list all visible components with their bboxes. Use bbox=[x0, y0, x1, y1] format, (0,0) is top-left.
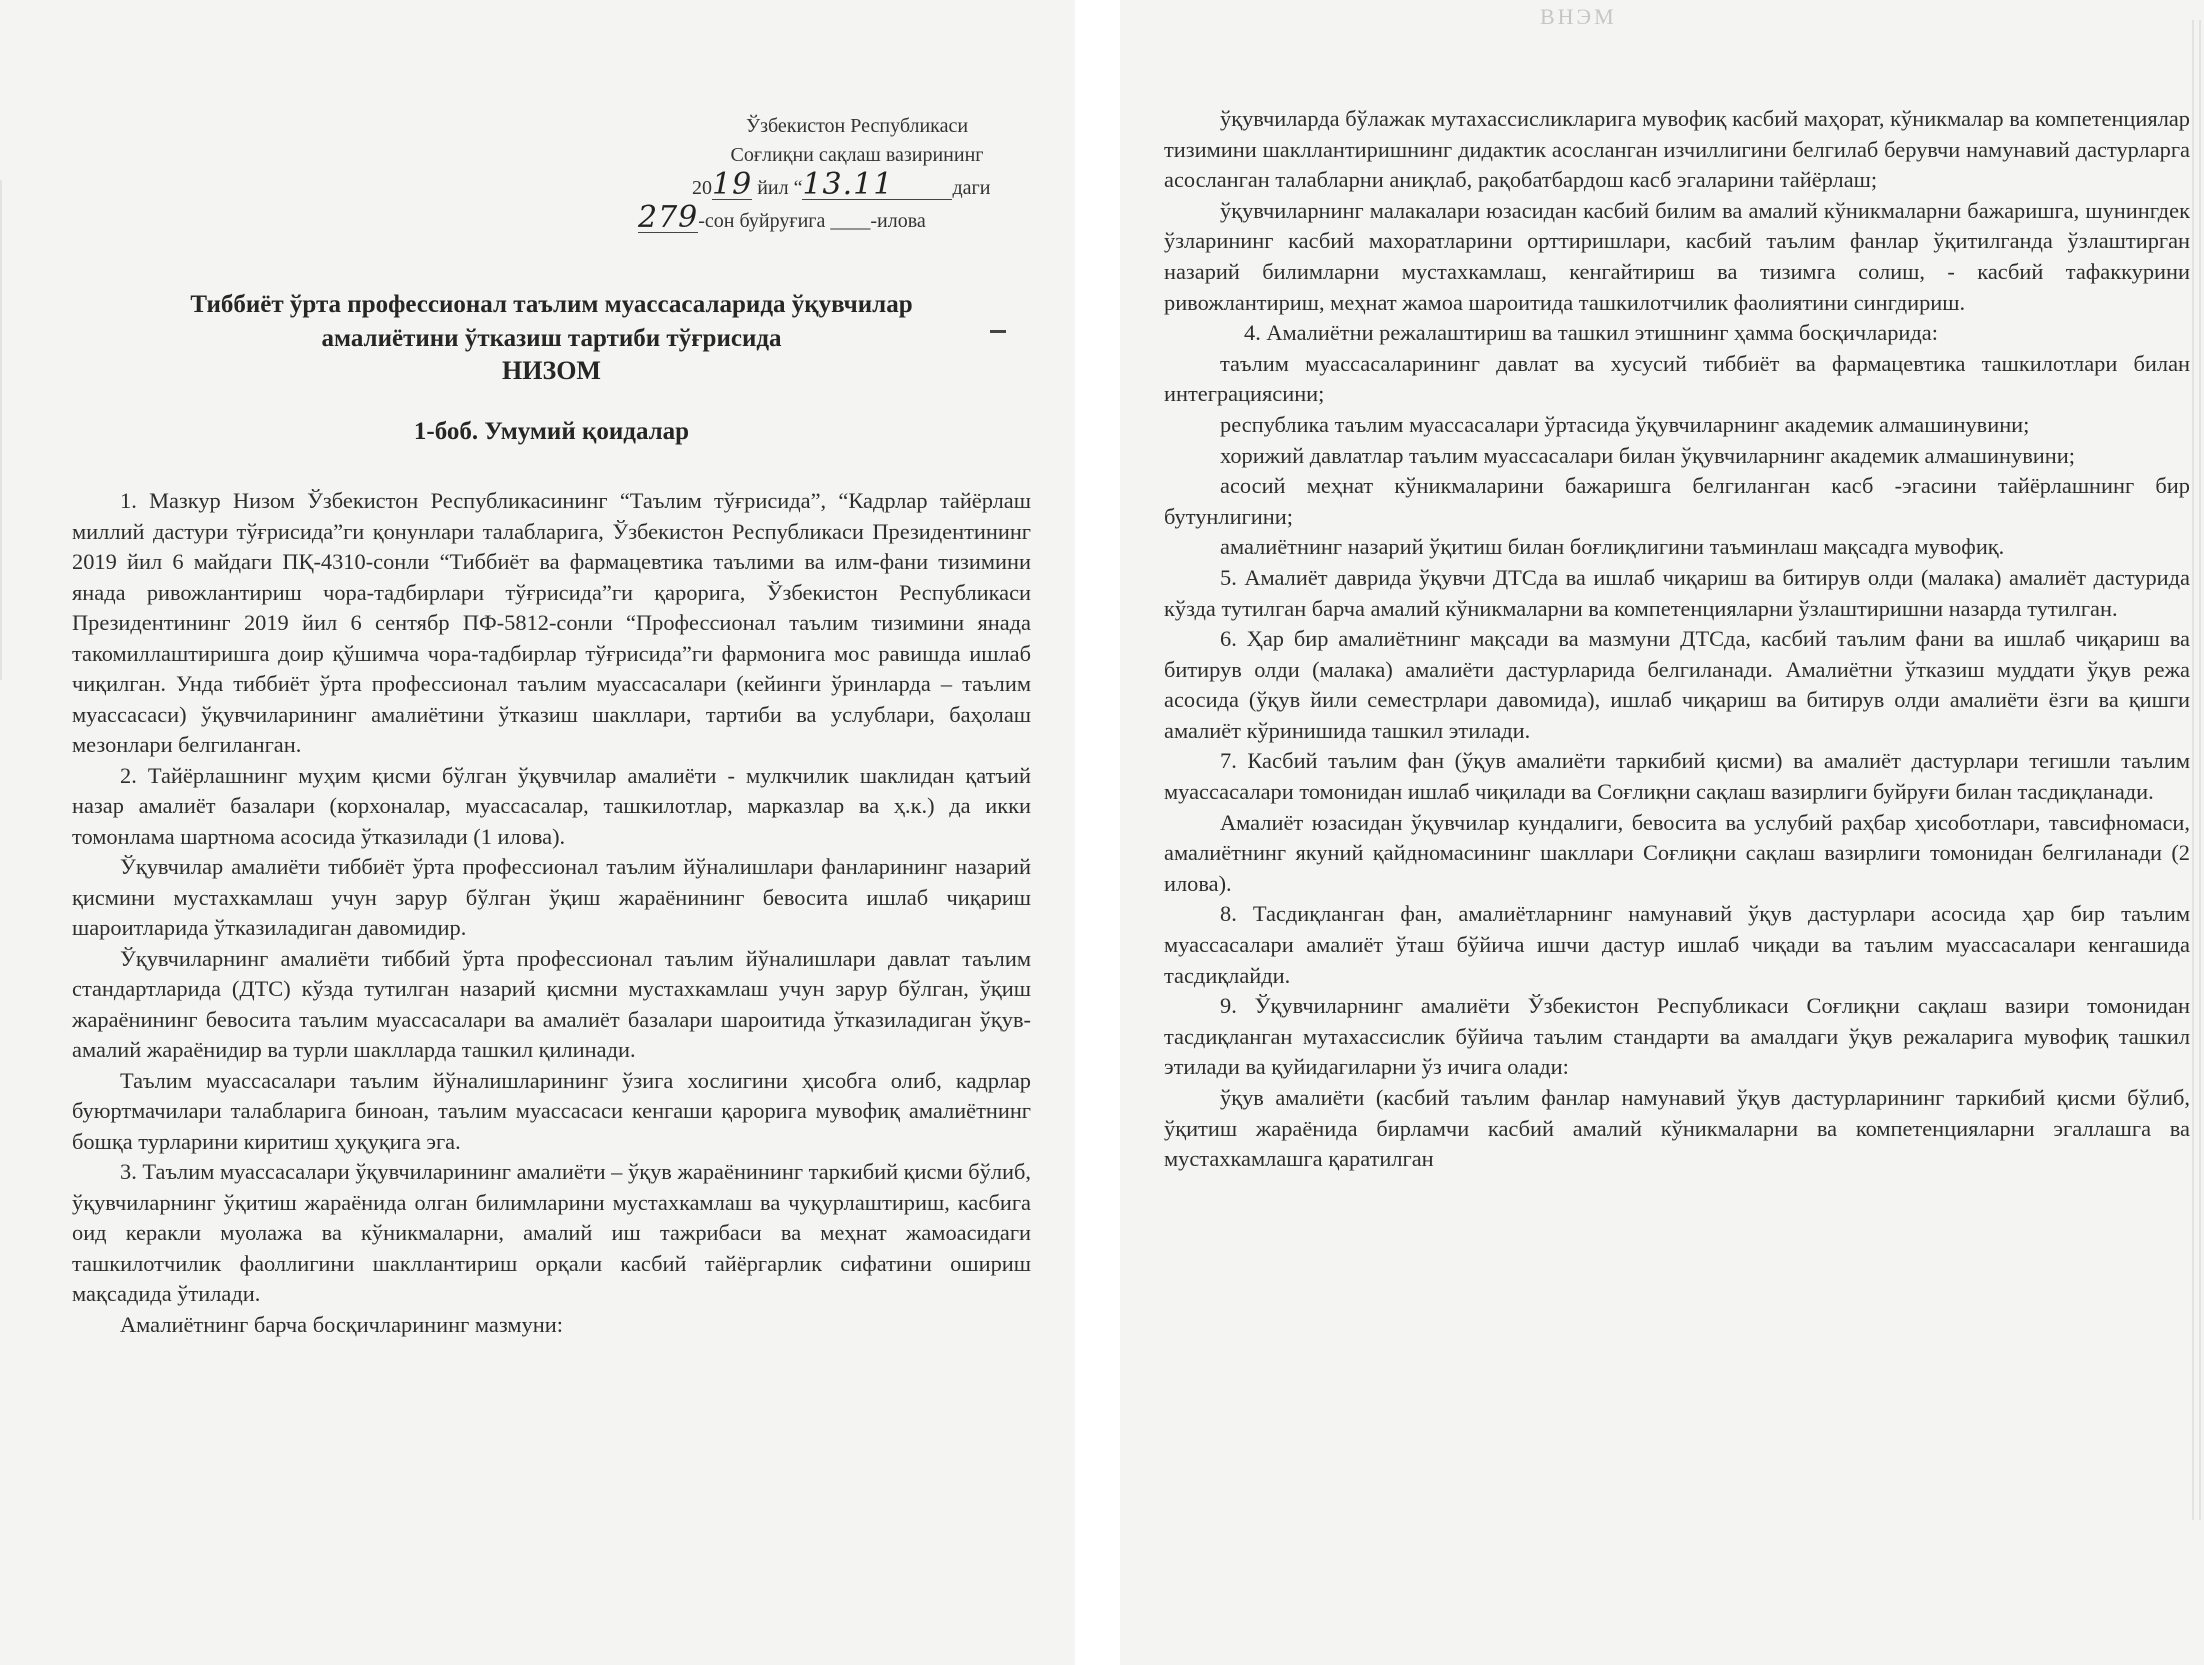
scan-shadow-right bbox=[2192, 20, 2204, 1520]
dash-mark bbox=[990, 330, 1006, 333]
paragraph: таълим муассасаларининг давлат ва хусусий тиббиёт ва фармацевтика ташкилотлари билан интеграциясини; bbox=[1164, 350, 2190, 407]
paragraph: Амалиёт юзасидан ўқувчилар кундалиги, бевосита ва услубий раҳбар ҳисоботлари, тавсифномаси, амалиётнинг якуний қайдномасининг шакллари Соғлиқни сақлаш вазирлиги томонидан белгиланади (2 илова). bbox=[1164, 809, 2190, 896]
handwritten-year: 19 bbox=[712, 167, 753, 202]
paragraph: амалиётнинг назарий ўқитиш билан боғлиқлигини таъминлаш мақсадга мувофиқ. bbox=[1220, 534, 2005, 560]
right-body bbox=[1164, 104, 2190, 1175]
paragraph: 9. Ўқувчиларнинг амалиёти Ўзбекистон Республикаси Соғлиқни сақлаш вазири томонидан тасдиқланган мутахассислик бўйича таълим стандарти ва амалдаги ўқув режаларига мувофиқ ташкил этилади ва қуйидагиларни ўз ичига олади: bbox=[1164, 993, 2190, 1080]
paragraph: Амалиётнинг барча босқичларининг мазмуни: bbox=[120, 1311, 563, 1337]
paragraph: 3. Таълим муассасалари ўқувчиларининг амалиёти – ўқув жараёнининг таркибий қисми бўлиб, ўқувчиларнинг ўқитиш жараёнида олган билимларини мустахкамлаш ва чуқурлаштириш, касбига оид керакли муолажа ва кўникмаларни, амалий иш тажрибаси ва меҳнат жамоасидаги ташкилотчилик фаоллигини шакллантириш орқали касбий тайёргарлик сифатини ошириш мақсадида ўтилади. bbox=[72, 1159, 1031, 1306]
paragraph: асосий меҳнат кўникмаларини бажаришга белгиланган касб -эгасини тайёрлашнинг бир бутунлигини; bbox=[1164, 473, 2190, 529]
left-body bbox=[72, 486, 1031, 1340]
year-suffix: йил “ bbox=[757, 177, 803, 199]
paragraph: Таълим муассасалари таълим йўналишларининг ўзига хослигини ҳисобга олиб, кадрлар буюртмачилари талабларига биноан, таълим муассасаси кенгаши қарорига мувофиқ амалиётнинг бошқа турларини киритиш ҳуқуқига эга. bbox=[72, 1067, 1031, 1154]
paragraph: 5. Амалиёт даврида ўқувчи ДТСда ва ишлаб чиқариш ва битирув олди (малака) амалиёт дастурида кўзда тутилган барча амалий кўникмаларни ва компетенцияларни ўзлаштиришни назарда тутилган. bbox=[1164, 564, 2190, 621]
paragraph: 2. Тайёрлашнинг муҳим қисми бўлган ўқувчилар амалиёти - мулкчилик шаклидан қатъий назар амалиёт базалари (корхоналар, муассасалар, ташкилотлар, марказлар ва ҳ.к.) да икки томонлама шартнома асосида ўтказилади (1 илова). bbox=[72, 762, 1031, 849]
handwritten-order-number: 279 bbox=[638, 200, 699, 235]
number-suffix: -сон буйруғига ____-илова bbox=[698, 210, 926, 232]
header-line-1: Ўзбекистон Республикаси bbox=[745, 115, 969, 137]
faint-stamp: ВНЭМ bbox=[1540, 4, 1617, 29]
right-page bbox=[1120, 0, 2204, 1665]
paragraph: ўқувчиларнинг малакалари юзасидан касбий билим ва амалий кўникмаларни бажаришга, шунингдек ўзларининг касбий махоратларини орттиришлари, касбий таълим фанлар ўқитилганда ўзлаштирган назарий билимларни мустахкамлаш, кенгайтириш ва тизимга солиш, - касбий тафаккурини ривожлантириш, меҳнат жамоа шароитида ташкилотчилик фаолиятини сингдириш. bbox=[1164, 197, 2190, 315]
chapter-heading: 1-боб. Умумий қоидалар bbox=[413, 418, 690, 445]
paragraph: ўқувчиларда бўлажак мутахассисликларига мувофиқ касбий маҳорат, кўникмалар ва компетенциялар тизимини шакллантиришнинг дидактик асосланган изчиллигини белгилаб берувчи намунавий дастурларга асосланган талабларни аниқлаб, рақобатбардош касб эгаларини тайёрлаш; bbox=[1164, 106, 2190, 193]
approval-header bbox=[638, 112, 1022, 236]
paragraph: Ўқувчиларнинг амалиёти тиббий ўрта профессионал таълим йўналишлари давлат таълим стандартларида (ДТС) кўзда тутилган назарий қисмни мустахкамлаш учун зарур бўлган, ўқиш жараёнининг бевосита таълим муассасалари ва амалиёт базалари шароитида ўтказиладиган ўқув-амалий жараёнидир ва турли шаклларда ташкил қилинади. bbox=[72, 945, 1031, 1062]
date-suffix: даги bbox=[952, 177, 991, 199]
title-line-2: амалиётини ўтказиш тартиби тўғрисида bbox=[321, 325, 782, 352]
doc-name-heading: НИЗОМ bbox=[502, 356, 601, 385]
paragraph: 7. Касбий таълим фан (ўқув амалиёти таркибий қисми) ва амалиёт дастурлари тегишли таълим муассасалари томонидан ишлаб чиқилади ва Соғлиқни сақлаш вазирлиги буйруғи билан тасдиқланади. bbox=[1164, 748, 2190, 805]
document-title bbox=[72, 288, 1031, 356]
left-page bbox=[0, 0, 1075, 1665]
scan-shadow-left bbox=[0, 180, 6, 680]
title-line-1: Тиббиёт ўрта профессионал таълим муассасаларида ўқувчилар bbox=[190, 291, 913, 318]
paragraph: ўқув амалиёти (касбий таълим фанлар намунавий ўқув дастурларининг таркибий қисми бўлиб, ўқитиш жараёнида бирламчи касбий амалий кўникмаларни ва компетенцияларни эгаллашга ва мустахкамлашга қаратилган bbox=[1164, 1085, 2190, 1172]
paragraph: Ўқувчилар амалиёти тиббиёт ўрта профессионал таълим йўналишлари фанларининг назарий қисмини мустахкамлаш учун зарур бўлган ўқиш жараёнининг бевосита ишлаб чиқариш шароитларида ўтказиладиган давомидир. bbox=[72, 854, 1031, 940]
paragraph: 8. Тасдиқланган фан, амалиётларнинг намунавий ўқув дастурлари асосида ҳар бир таълим муассасалари амалиёт ўташ бўйича ишчи дастур ишлаб чиқади ва таълим муассасалари кенгашида тасдиқлайди. bbox=[1164, 901, 2190, 988]
handwritten-date: 13.11 bbox=[802, 170, 952, 200]
header-date-line bbox=[692, 167, 1022, 203]
paragraph: 1. Мазкур Низом Ўзбекистон Республикасининг “Таълим тўғрисида”, “Кадрлар тайёрлаш миллий дастури тўғрисида”ги қонунлари талабларига, Ўзбекистон Республикаси Президентининг 2019 йил 6 майдаги ПҚ-4310-сонли “Тиббиёт ва фармацевтика таълими ва илм-фани тизимини янада ривожлантириш чора-тадбирлари тўғрисида”ги қарорига, Ўзбекистон Республикаси Президентининг 2019 йил 6 сентябр ПФ-5812-сонли “Профессионал таълим тизимини янада такомиллаштиришга доир қўшимча чора-тадбирлар тўғрисида”ги фармонига мос равишда ишлаб чиқилган. Унда тиббиёт ўрта профессионал таълим муассасалари (кейинги ўринларда – таълим муассасаси) ўқувчиларининг амалиётини ўтказиш шакллари, тартиби ва услублари, баҳолаш мезонлари белгиланган. bbox=[72, 488, 1031, 757]
header-number-line bbox=[638, 200, 1022, 236]
paragraph: 4. Амалиётни режалаштириш ва ташкил этишнинг ҳамма босқичларида: bbox=[1244, 320, 1938, 346]
paragraph: 6. Ҳар бир амалиётнинг мақсади ва мазмуни ДТСда, касбий таълим фани ва ишлаб чиқариш ва битирув олди (малака) амалиёти дастурларида белгиланади. Амалиётни ўтказиш муддати ўқув режа асосида (ўқув йили семестрлари давомида), ишлаб чиқариш ва битирув олди амалиёти ёзги ва қишги амалиёт кўринишида ташкил этилади. bbox=[1164, 626, 2190, 743]
year-prefix: 20 bbox=[692, 177, 712, 199]
paragraph: республика таълим муассасалари ўртасида ўқувчиларнинг академик алмашинувини; bbox=[1220, 411, 2030, 437]
paragraph: хорижий давлатлар таълим муассасалари билан ўқувчиларнинг академик алмашинувини; bbox=[1220, 442, 2075, 468]
header-line-2: Соғлиқни сақлаш вазирининг bbox=[730, 144, 984, 166]
